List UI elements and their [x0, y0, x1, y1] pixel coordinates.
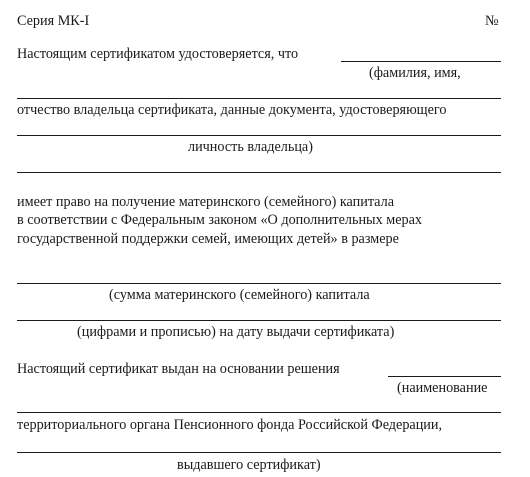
- entitlement-text-line-1: имеет право на получение материнского (семейного) капитала: [17, 194, 394, 210]
- holder-hint-identity: личность владельца): [188, 139, 313, 155]
- holder-hint-name: (фамилия, имя,: [369, 65, 461, 81]
- holder-name-field[interactable]: [341, 61, 501, 62]
- holder-intro-text: Настоящим сертификатом удостоверяется, что: [17, 46, 299, 62]
- amount-hint-capital: (сумма материнского (семейного) капитала: [109, 287, 370, 303]
- holder-hint-document: отчество владельца сертификата, данные документа, удостоверяющего: [17, 102, 447, 118]
- capital-amount-field-1[interactable]: [17, 283, 501, 284]
- authority-field-1[interactable]: [17, 412, 501, 413]
- decision-field[interactable]: [388, 376, 501, 377]
- number-sign: №: [485, 13, 499, 29]
- entitlement-text-line-2: в соответствии с Федеральным законом «О дополнительных мерах: [17, 212, 422, 228]
- holder-details-field-2[interactable]: [17, 135, 501, 136]
- holder-details-field-1[interactable]: [17, 98, 501, 99]
- basis-hint-issuer: выдавшего сертификат): [177, 457, 321, 473]
- entitlement-text-line-3: государственной поддержки семей, имеющих детей» в размере: [17, 231, 399, 247]
- series-label: Серия МК-I: [17, 13, 90, 29]
- capital-amount-field-2[interactable]: [17, 320, 501, 321]
- amount-hint-date: (цифрами и прописью) на дату выдачи сертификата): [77, 324, 395, 340]
- basis-hint-authority: территориального органа Пенсионного фонда Российской Федерации,: [17, 417, 443, 433]
- basis-hint-name: (наименование: [397, 380, 488, 396]
- authority-field-2[interactable]: [17, 452, 501, 453]
- basis-intro-text: Настоящий сертификат выдан на основании решения: [17, 361, 340, 377]
- holder-details-field-3[interactable]: [17, 172, 501, 173]
